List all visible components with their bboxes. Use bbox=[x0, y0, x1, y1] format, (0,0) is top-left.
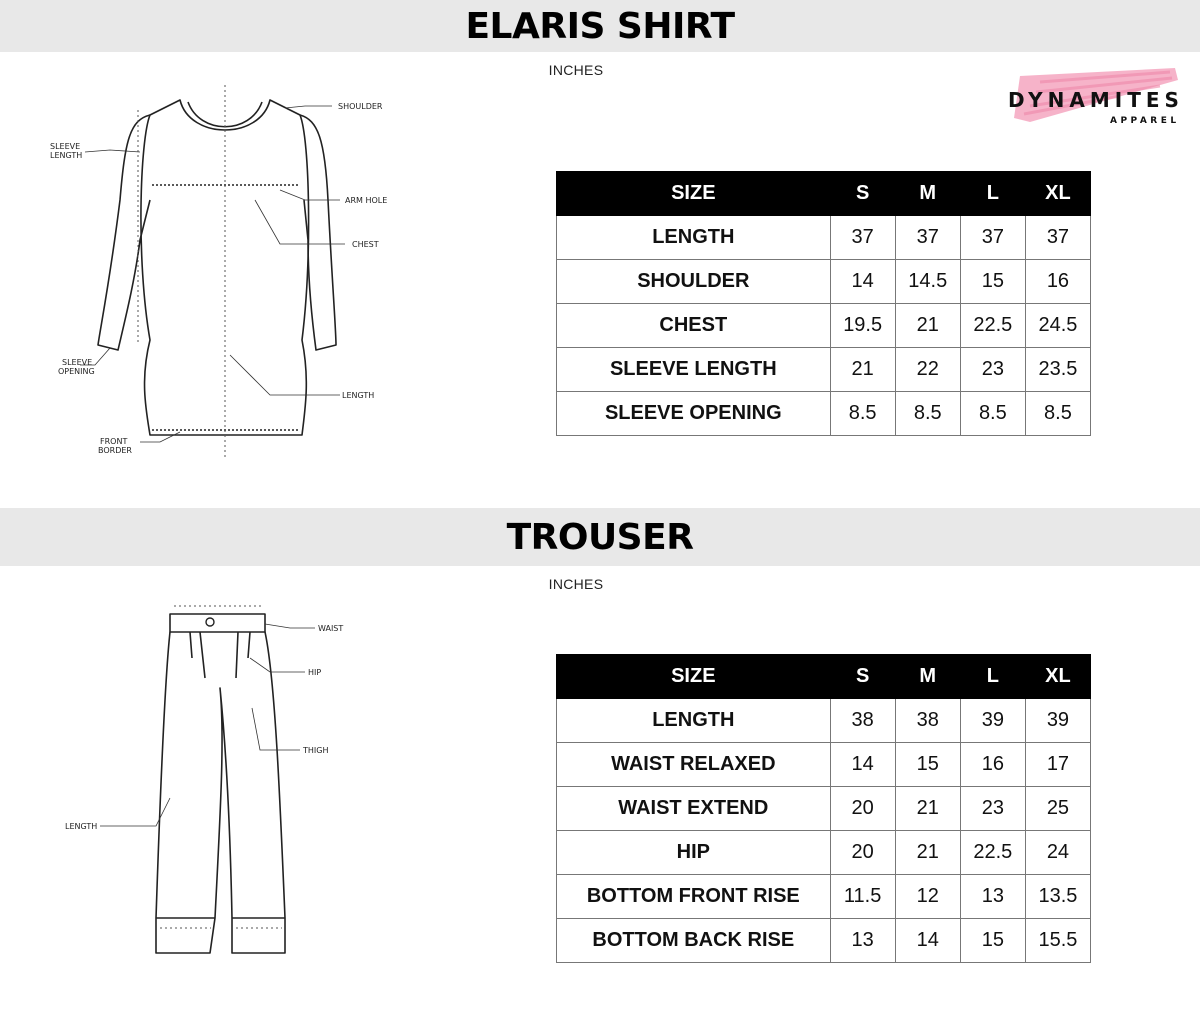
cell-value: 25 bbox=[1025, 787, 1090, 831]
trouser-section-title: TROUSER bbox=[506, 516, 694, 558]
cell-value: 14 bbox=[830, 260, 895, 304]
header-s: S bbox=[830, 655, 895, 699]
table-row bbox=[557, 831, 1091, 875]
cell-value: 24 bbox=[1025, 831, 1090, 875]
row-label: HIP bbox=[557, 831, 831, 875]
table-row bbox=[557, 919, 1091, 963]
diagram-label-thigh: THIGH bbox=[303, 746, 329, 755]
table-row bbox=[557, 392, 1091, 436]
cell-value: 13 bbox=[960, 875, 1025, 919]
header-s: S bbox=[830, 172, 895, 216]
trouser-diagram bbox=[60, 598, 360, 963]
diagram-label-front-border-1: FRONT bbox=[100, 437, 128, 446]
shirt-size-table bbox=[556, 171, 1091, 436]
row-label: BOTTOM BACK RISE bbox=[557, 919, 831, 963]
cell-value: 37 bbox=[895, 216, 960, 260]
diagram-label-waist: WAIST bbox=[318, 624, 344, 633]
cell-value: 15 bbox=[960, 919, 1025, 963]
cell-value: 37 bbox=[960, 216, 1025, 260]
cell-value: 15 bbox=[960, 260, 1025, 304]
diagram-label-hip: HIP bbox=[308, 668, 322, 677]
button-icon bbox=[206, 618, 214, 626]
trouser-size-table bbox=[556, 654, 1091, 963]
cell-value: 37 bbox=[830, 216, 895, 260]
brand-logo bbox=[1000, 62, 1190, 132]
shirt-diagram bbox=[40, 80, 400, 470]
row-label: SHOULDER bbox=[557, 260, 831, 304]
header-m: M bbox=[895, 172, 960, 216]
cell-value: 22.5 bbox=[960, 831, 1025, 875]
table-header-row bbox=[557, 172, 1091, 216]
table-row bbox=[557, 348, 1091, 392]
header-l: L bbox=[960, 655, 1025, 699]
cell-value: 23 bbox=[960, 787, 1025, 831]
row-label: BOTTOM FRONT RISE bbox=[557, 875, 831, 919]
table-row bbox=[557, 699, 1091, 743]
cell-value: 24.5 bbox=[1025, 304, 1090, 348]
row-label: LENGTH bbox=[557, 216, 831, 260]
table-row bbox=[557, 304, 1091, 348]
header-size: SIZE bbox=[557, 655, 831, 699]
row-label: WAIST RELAXED bbox=[557, 743, 831, 787]
table-row bbox=[557, 787, 1091, 831]
row-label: SLEEVE OPENING bbox=[557, 392, 831, 436]
diagram-label-sleeve-length-2: LENGTH bbox=[50, 151, 83, 160]
cell-value: 20 bbox=[830, 831, 895, 875]
table-header-row bbox=[557, 655, 1091, 699]
cell-value: 8.5 bbox=[1025, 392, 1090, 436]
header-m: M bbox=[895, 655, 960, 699]
diagram-label-shoulder: SHOULDER bbox=[338, 102, 383, 111]
cell-value: 15 bbox=[895, 743, 960, 787]
cell-value: 16 bbox=[960, 743, 1025, 787]
row-label: CHEST bbox=[557, 304, 831, 348]
cell-value: 13 bbox=[830, 919, 895, 963]
cell-value: 21 bbox=[830, 348, 895, 392]
logo-wordmark: DYNAMITES bbox=[1008, 88, 1184, 112]
cell-value: 39 bbox=[1025, 699, 1090, 743]
cell-value: 8.5 bbox=[960, 392, 1025, 436]
cell-value: 8.5 bbox=[830, 392, 895, 436]
logo-subtitle: APPAREL bbox=[1110, 116, 1180, 126]
trouser-section-banner bbox=[0, 508, 1200, 566]
trouser-unit-label: INCHES bbox=[548, 576, 604, 592]
diagram-label-front-border-2: BORDER bbox=[98, 446, 132, 455]
table-row bbox=[557, 875, 1091, 919]
cell-value: 19.5 bbox=[830, 304, 895, 348]
table-row bbox=[557, 260, 1091, 304]
cell-value: 22.5 bbox=[960, 304, 1025, 348]
cell-value: 17 bbox=[1025, 743, 1090, 787]
diagram-label-arm-hole: ARM HOLE bbox=[345, 196, 388, 205]
header-xl: XL bbox=[1025, 172, 1090, 216]
cell-value: 11.5 bbox=[830, 875, 895, 919]
diagram-label-sleeve-opening-2: OPENING bbox=[58, 367, 95, 376]
diagram-label-length: LENGTH bbox=[342, 391, 375, 400]
cell-value: 14 bbox=[830, 743, 895, 787]
shirt-section-banner bbox=[0, 0, 1200, 52]
cell-value: 22 bbox=[895, 348, 960, 392]
header-size: SIZE bbox=[557, 172, 831, 216]
diagram-label-sleeve-length-1: SLEEVE bbox=[50, 142, 81, 151]
cell-value: 20 bbox=[830, 787, 895, 831]
cell-value: 21 bbox=[895, 787, 960, 831]
cell-value: 12 bbox=[895, 875, 960, 919]
cell-value: 15.5 bbox=[1025, 919, 1090, 963]
header-l: L bbox=[960, 172, 1025, 216]
cell-value: 14.5 bbox=[895, 260, 960, 304]
cell-value: 21 bbox=[895, 831, 960, 875]
table-row bbox=[557, 216, 1091, 260]
row-label: SLEEVE LENGTH bbox=[557, 348, 831, 392]
cell-value: 37 bbox=[1025, 216, 1090, 260]
cell-value: 23.5 bbox=[1025, 348, 1090, 392]
cell-value: 14 bbox=[895, 919, 960, 963]
cell-value: 8.5 bbox=[895, 392, 960, 436]
cell-value: 38 bbox=[830, 699, 895, 743]
cell-value: 39 bbox=[960, 699, 1025, 743]
shirt-unit-label: INCHES bbox=[548, 62, 604, 78]
cell-value: 16 bbox=[1025, 260, 1090, 304]
table-row bbox=[557, 743, 1091, 787]
diagram-label-length: LENGTH bbox=[65, 822, 98, 831]
cell-value: 38 bbox=[895, 699, 960, 743]
shirt-section-title: ELARIS SHIRT bbox=[465, 5, 735, 47]
row-label: LENGTH bbox=[557, 699, 831, 743]
diagram-label-chest: CHEST bbox=[352, 240, 379, 249]
cell-value: 23 bbox=[960, 348, 1025, 392]
cell-value: 21 bbox=[895, 304, 960, 348]
header-xl: XL bbox=[1025, 655, 1090, 699]
diagram-label-sleeve-opening-1: SLEEVE bbox=[62, 358, 93, 367]
cell-value: 13.5 bbox=[1025, 875, 1090, 919]
row-label: WAIST EXTEND bbox=[557, 787, 831, 831]
